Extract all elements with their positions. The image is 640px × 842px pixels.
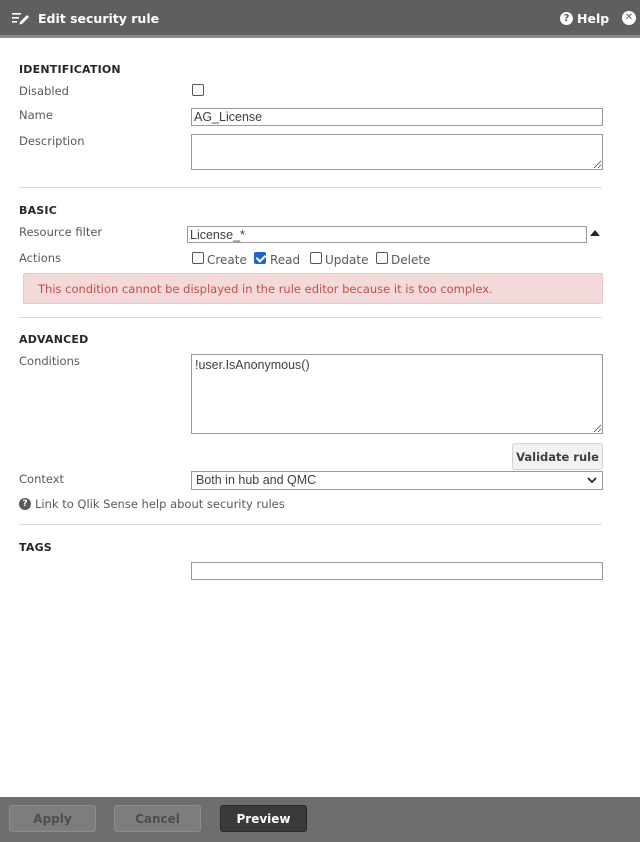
action-create-label: Create <box>207 253 247 267</box>
apply-button[interactable]: Apply <box>9 805 96 832</box>
resource-filter-label: Resource filter <box>19 225 103 239</box>
name-field[interactable] <box>191 108 603 126</box>
chevron-down-icon <box>587 474 597 486</box>
help-label: Help <box>577 11 610 26</box>
security-rules-help-link[interactable] <box>19 497 285 511</box>
disabled-checkbox[interactable] <box>192 84 204 96</box>
action-create-checkbox[interactable] <box>192 252 204 264</box>
disabled-label: Disabled <box>19 84 69 98</box>
divider <box>19 187 602 188</box>
resource-filter-input[interactable] <box>187 226 587 243</box>
context-selected-value: Both in hub and QMC <box>196 473 317 487</box>
divider <box>19 317 602 318</box>
actions-label: Actions <box>19 251 62 265</box>
edit-rule-icon <box>12 11 30 25</box>
action-read-checkbox[interactable] <box>254 252 266 264</box>
context-label: Context <box>19 472 65 486</box>
description-label: Description <box>19 134 85 148</box>
action-delete-label: Delete <box>391 253 431 267</box>
help-button[interactable] <box>560 11 609 26</box>
tags-input[interactable] <box>191 562 603 580</box>
conditions-label: Conditions <box>19 354 80 368</box>
description-field[interactable] <box>191 134 603 170</box>
name-label: Name <box>19 108 53 122</box>
action-update-checkbox[interactable] <box>310 252 322 264</box>
context-select[interactable] <box>191 471 603 490</box>
advanced-section-title: ADVANCED <box>19 333 89 346</box>
action-read-label: Read <box>270 253 301 267</box>
dialog-footer <box>0 797 640 842</box>
dialog-header <box>0 0 640 38</box>
preview-button[interactable]: Preview <box>220 805 307 832</box>
action-update-label: Update <box>325 253 369 267</box>
basic-section-title: BASIC <box>19 204 57 217</box>
question-icon: ? <box>19 498 31 510</box>
divider <box>19 524 602 525</box>
tags-section-title: TAGS <box>19 541 52 554</box>
action-delete-checkbox[interactable] <box>376 252 388 264</box>
collapse-arrow-icon[interactable] <box>590 230 600 236</box>
complexity-warning-alert: This condition cannot be displayed in the rule editor because it is too complex. <box>23 273 603 304</box>
identification-section-title: IDENTIFICATION <box>19 63 121 76</box>
conditions-field[interactable] <box>191 354 603 434</box>
cancel-button[interactable]: Cancel <box>114 805 201 832</box>
dialog-title: Edit security rule <box>38 11 160 26</box>
help-link-text: Link to Qlik Sense help about security rules <box>35 497 285 511</box>
validate-rule-button[interactable]: Validate rule <box>512 443 603 470</box>
help-icon: ? <box>560 12 573 25</box>
close-icon[interactable]: ✕ <box>622 11 636 25</box>
